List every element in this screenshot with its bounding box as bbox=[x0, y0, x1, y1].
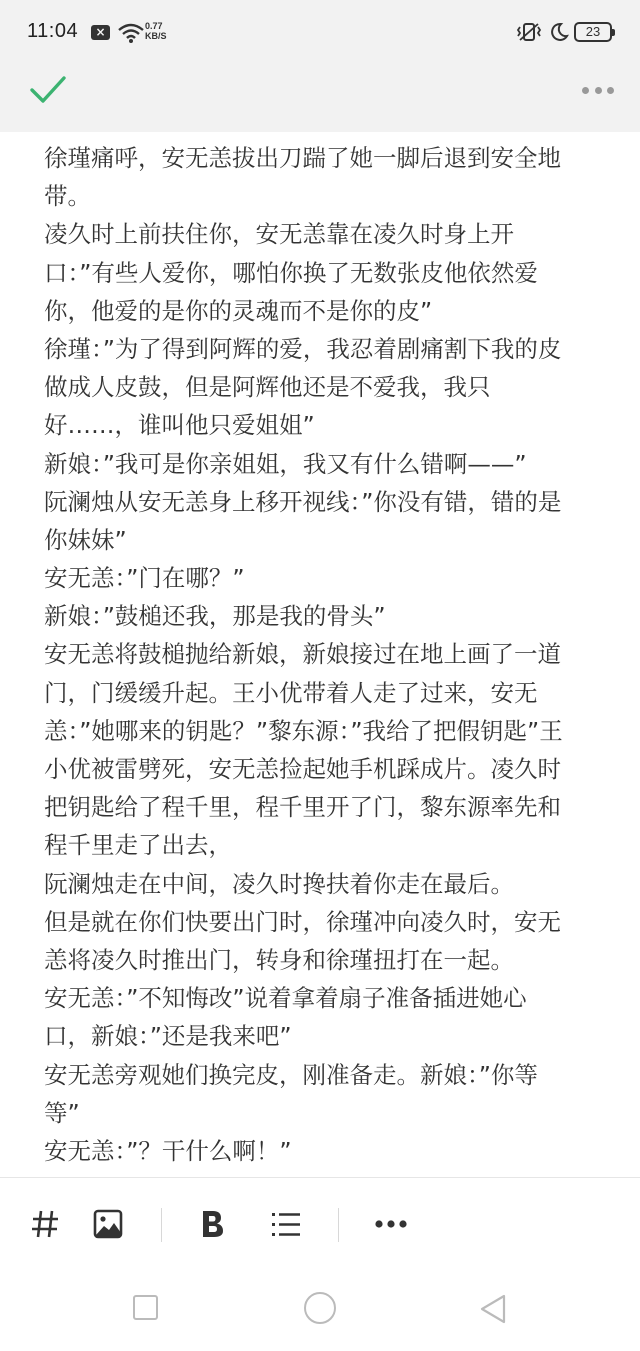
text-line: 安无恙：”？干什么啊！” bbox=[44, 1136, 292, 1165]
hashtag-icon[interactable] bbox=[30, 1208, 60, 1240]
network-speed-value: 0.77 bbox=[145, 21, 163, 31]
text-line: 恙将凌久时推出门，转身和徐瑾扭打在一起。 bbox=[44, 945, 514, 974]
text-line: 安无恙：”门在哪？” bbox=[44, 564, 245, 593]
text-line: 但是就在你们快要出门时，徐瑾冲向凌久时，安无 bbox=[44, 907, 561, 936]
status-time: 11:04 bbox=[27, 20, 79, 42]
wifi-icon bbox=[118, 23, 144, 43]
more-dot bbox=[582, 87, 589, 94]
back-icon[interactable] bbox=[478, 1293, 508, 1325]
text-line: 做成人皮鼓，但是阿辉他还是不爱我，我只 bbox=[44, 373, 491, 402]
text-line: 好……，谁叫他只爱姐姐” bbox=[44, 411, 315, 440]
more-dot bbox=[595, 87, 602, 94]
top-header bbox=[0, 0, 640, 132]
more-dot bbox=[607, 87, 614, 94]
note-text[interactable] bbox=[44, 139, 614, 1170]
text-line: 新娘：”我可是你亲姐姐，我又有什么错啊——” bbox=[44, 449, 527, 478]
note-editor[interactable] bbox=[0, 132, 640, 1177]
text-line: 安无恙将鼓槌抛给新娘，新娘接过在地上画了一道 bbox=[44, 640, 561, 669]
toolbar-divider bbox=[338, 1208, 339, 1242]
text-line: 恙：”她哪来的钥匙？”黎东源：”我给了把假钥匙”王 bbox=[44, 716, 563, 745]
text-line: 把钥匙给了程千里，程千里开了门，黎东源率先和 bbox=[44, 793, 561, 822]
image-icon[interactable] bbox=[93, 1208, 123, 1240]
text-line: 阮澜烛走在中间，凌久时搀扶着你走在最后。 bbox=[44, 869, 514, 898]
more-horizontal-icon[interactable] bbox=[374, 1208, 408, 1240]
text-line: 口，新娘：”还是我来吧” bbox=[44, 1022, 292, 1051]
recent-apps-icon[interactable] bbox=[133, 1295, 158, 1320]
home-icon[interactable] bbox=[304, 1292, 336, 1324]
text-line: 凌久时上前扶住你，安无恙靠在凌久时身上开 bbox=[44, 220, 514, 249]
toolbar-divider bbox=[161, 1208, 162, 1242]
list-icon[interactable] bbox=[270, 1208, 302, 1240]
text-line: 口：”有些人爱你，哪怕你换了无数张皮他依然爱 bbox=[44, 258, 538, 287]
text-line: 阮澜烛从安无恙身上移开视线：”你没有错，错的是 bbox=[44, 487, 562, 516]
bold-icon[interactable] bbox=[199, 1208, 227, 1240]
text-line: 安无恙旁观她们换完皮，刚准备走。新娘：”你等 bbox=[44, 1060, 538, 1089]
battery-indicator: 23 bbox=[574, 22, 612, 42]
confirm-checkmark-icon[interactable] bbox=[28, 72, 68, 108]
text-line: 门，门缓缓升起。王小优带着人走了过来，安无 bbox=[44, 678, 538, 707]
text-line: 徐瑾痛呼，安无恙拔出刀踹了她一脚后退到安全地 bbox=[44, 144, 561, 172]
text-line: 小优被雷劈死，安无恙捡起她手机踩成片。凌久时 bbox=[44, 755, 561, 783]
network-speed bbox=[145, 21, 167, 41]
text-line: 安无恙：”不知悔改”说着拿着扇子准备插进她心 bbox=[44, 984, 527, 1013]
network-speed-unit: KB/S bbox=[145, 31, 167, 41]
status-bar bbox=[0, 0, 640, 66]
text-line: 等” bbox=[44, 1098, 80, 1127]
do-not-disturb-moon-icon bbox=[549, 22, 569, 42]
text-line: 你妹妹” bbox=[44, 525, 127, 554]
system-nav-bar bbox=[0, 1271, 640, 1351]
text-line: 新娘：”鼓槌还我，那是我的骨头” bbox=[44, 602, 386, 631]
text-line: 带。 bbox=[44, 182, 91, 211]
text-line: 你，他爱的是你的灵魂而不是你的皮” bbox=[44, 296, 433, 325]
text-line: 徐瑾：”为了得到阿辉的爱，我忍着剧痛割下我的皮 bbox=[44, 334, 562, 363]
vibrate-mode-icon bbox=[516, 22, 542, 42]
text-line: 程千里走了出去， bbox=[44, 831, 232, 860]
edit-toolbar bbox=[0, 1177, 640, 1271]
notification-x-icon: × bbox=[91, 25, 110, 40]
more-options-icon[interactable] bbox=[582, 82, 614, 98]
